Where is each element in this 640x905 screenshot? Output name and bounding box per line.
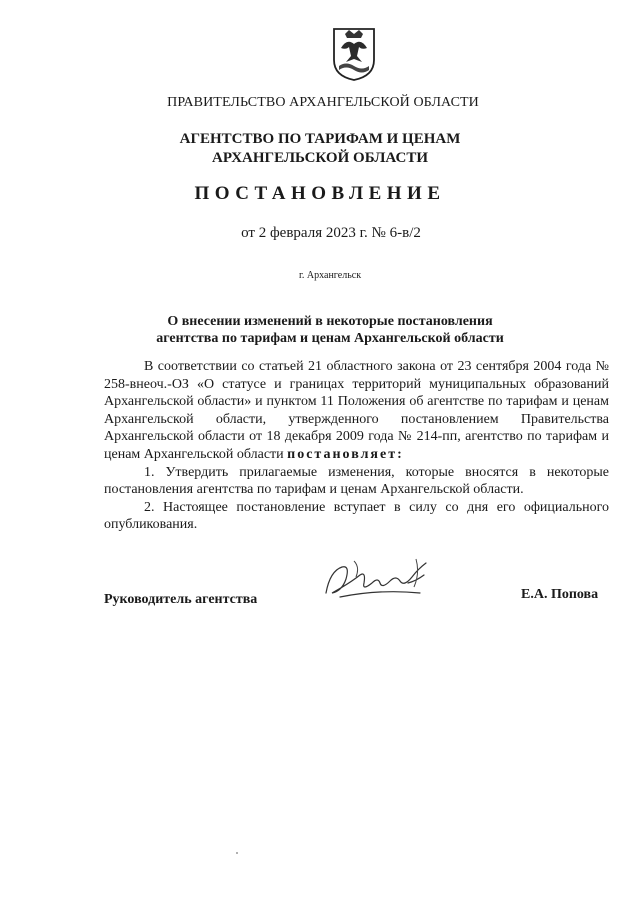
coat-of-arms-icon [331, 26, 377, 82]
item-2: 2. Настоящее постановление вступает в силу со дня его официального опубликования. [104, 499, 609, 533]
handwritten-signature [320, 553, 435, 603]
document-type: ПОСТАНОВЛЕНИЕ [194, 183, 446, 204]
signatory-title: Руководитель агентства [104, 592, 258, 607]
decree-word: постановляет: [287, 446, 404, 462]
subject-line2: агентства по тарифам и ценам Архангельской области [156, 331, 504, 346]
scan-speck [236, 852, 238, 854]
signatory-name: Е.А. Попова [521, 587, 599, 602]
item-1: 1. Утвердить прилагаемые изменения, которые вносятся в некоторые постановления агентства по тарифам и ценам Архангельской области. [104, 464, 609, 498]
subject-line1: О внесении изменений в некоторые постановления [167, 314, 493, 329]
document-body [104, 358, 609, 534]
document-subject [10, 313, 640, 347]
agency-name-line1: АГЕНТСТВО ПО ТАРИФАМ И ЦЕНАМ [179, 131, 461, 147]
agency-name-line2: АРХАНГЕЛЬСКОЙ ОБЛАСТИ [212, 150, 428, 166]
preamble-paragraph [104, 358, 609, 464]
date-and-number: от 2 февраля 2023 г. № 6-в/2 [241, 225, 421, 241]
preamble-text: В соответствии со статьей 21 областного закона от 23 сентября 2004 года № 258-внеоч.-ОЗ «О статусе и границах территорий муниципальных образований Архангельской области» и пунктом 11 Положения об агентстве по тарифам и ценам Архангельской области, утвержденного постановлением Правительства Архангельской области от 18 декабря 2009 года № 214-пп, агентство по тарифам и ценам Архангельской области [104, 359, 609, 462]
city-name: г. Архангельск [298, 270, 362, 281]
government-name: ПРАВИТЕЛЬСТВО АРХАНГЕЛЬСКОЙ ОБЛАСТИ [167, 95, 479, 110]
agency-name [0, 130, 640, 168]
